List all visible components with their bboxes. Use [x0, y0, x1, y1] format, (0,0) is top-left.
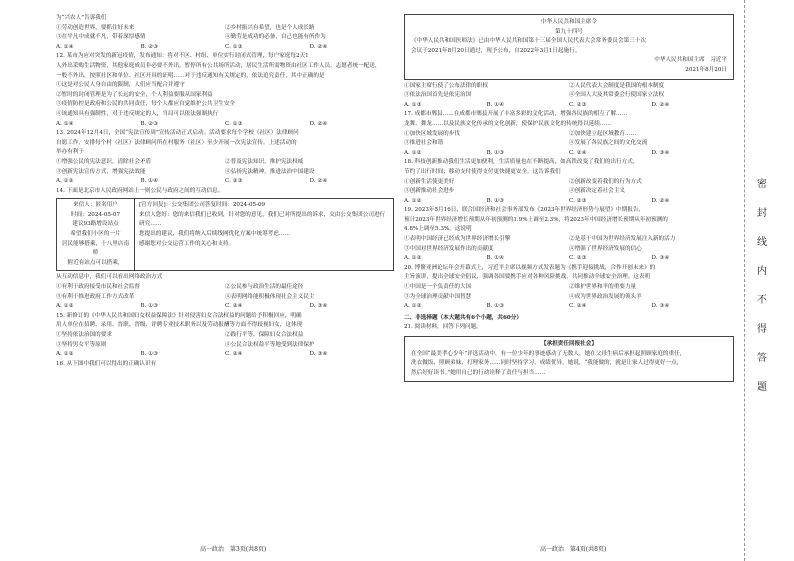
answer-row — [404, 197, 734, 207]
seal-line-notice — [752, 170, 772, 402]
answer-b: B. ①④ — [486, 101, 505, 108]
text-line: 一般不外出，按照社区和单位、社区开具的证明……对于违反通知有关规定的，依法追究责任，其中正确的是 — [56, 72, 325, 79]
answer-c: C. ①③ — [225, 120, 243, 127]
option: ①表明中国经济已经成为世界经济增长引擎 — [404, 236, 511, 243]
answer-c: C. ②④ — [225, 351, 243, 358]
notice-reply — [135, 199, 393, 270]
answer-d: D. ②④ — [309, 120, 328, 127]
answer-row — [56, 302, 394, 312]
option: ②公民参与政治生活的最佳途径 — [225, 284, 304, 291]
option: ④全国人大及其常委会行使国家立法权 — [569, 92, 665, 99]
answer-a: A. ①④ — [56, 120, 74, 127]
text-line: 来信人您好：您的来信我们已收到，针对您的意见，我们已对所提出的诉求，交由公交集团公司进行研究…… — [139, 211, 386, 228]
answer-b: B. ①③ — [486, 303, 505, 310]
answer-row — [56, 177, 394, 187]
answer-d: D. ②④ — [651, 101, 670, 108]
option: ④表明网络能积极体现社会主义民主 — [225, 293, 315, 300]
text-line: 人外出采购生活物资，其他家庭成员非必要不外出，暂停所有公共场所活动，居民生活所需物资由社区工作人员、志愿者统一配送， — [56, 62, 381, 69]
answer-a: A. ①② — [56, 351, 74, 358]
option: ①国家主席行使了公布法律的职权 — [404, 82, 488, 89]
text-line: 您提出的建议，我们将纳入后续线网优化方案中统筹考虑…… — [139, 231, 291, 238]
answer-c: C. ②③ — [569, 101, 587, 108]
order-title: 中华人民共和国主席令 — [541, 19, 597, 25]
text-line: 感谢您对公交运营工作的关心和支持。 — [139, 240, 235, 247]
option: ③创新宪法宣传方式，增强宪法效能 — [56, 168, 146, 175]
option-row — [56, 33, 394, 43]
answer-c: C. ①③ — [225, 43, 243, 50]
answer-c: C. ②③ — [569, 255, 587, 262]
answer-a: A. ①② — [404, 255, 422, 262]
left-page — [50, 0, 400, 561]
question-17: 17. 成都市郫县……在成都市郫县开展了丰富多彩的文化活动，增强各民族的相互了解…… — [404, 111, 628, 118]
order-number: 第九十四号 — [555, 28, 583, 35]
text-line: 《中华人民共和国医师法》已由中华人民共和国第十三届全国人民代表大会常务委员会第三十次 — [411, 38, 646, 45]
notice-user — [57, 199, 135, 270]
text-line: ④该通知具有强制性，对于违反规定的人，当局可以依法强制执行 — [56, 110, 219, 117]
interaction-notice — [56, 198, 394, 271]
option: ①有利于政府接受市民和社会监督 — [56, 284, 140, 291]
answer-a: A. ①② — [404, 149, 422, 156]
option: ④公民合法权益平等地受到法律保护 — [225, 341, 315, 348]
option: ③推进社会和谐 — [404, 140, 444, 147]
seal-char: 线 — [757, 237, 767, 248]
option-row — [56, 24, 394, 34]
answer-b: B. ②③ — [140, 120, 159, 127]
option-row — [404, 139, 734, 149]
option-row — [56, 293, 394, 303]
option: ④成为世界政治发展的领头羊 — [569, 293, 642, 300]
option: ③创新推动社会进步 — [404, 188, 455, 195]
answer-b: B. ①③ — [140, 303, 159, 310]
answer-row — [404, 101, 734, 111]
option: ③依法治国首先是依宪治国 — [404, 92, 472, 99]
option: ①中国是一个负责任的大国 — [404, 284, 472, 291]
question-14: 14. 下面是北京市人民政府网站上一则公民与政府之间的互动信息。 — [56, 187, 224, 194]
answer-c: C. ②③ — [225, 178, 243, 185]
answer-d: D. ③④ — [651, 303, 670, 310]
option: ①创新生活使更美好 — [404, 178, 455, 185]
text-line: 来信人：匿名用户 — [73, 202, 118, 209]
answer-d: D. ③④ — [309, 303, 328, 310]
text-line: 时间：2024-05-07 — [70, 211, 121, 218]
answer-a: A. ①② — [404, 197, 422, 204]
answer-row — [56, 350, 394, 360]
answer-a: A. ①④ — [56, 43, 74, 50]
text-line: ③疫情防控是政府和公民的共同责任，每个人都应自觉维护公共卫生安全 — [56, 101, 236, 108]
question-15: 15. 新修订的《中华人民共和国妇女权益保障法》针对侵害妇女合法权益的问题给予积极回应，明确 — [56, 312, 302, 319]
text-line: 4.8%上调至5.3%。这说明 — [404, 226, 472, 233]
section-title: 二、非选择题（本大题共有6个小题，共60分） — [404, 314, 522, 321]
option: ③在平凡中成就不凡，带着深厚感情 — [56, 34, 146, 41]
answer-row — [56, 43, 394, 53]
option: ②乡村振兴有希望，也是个人成长路 — [225, 24, 315, 31]
right-page — [398, 0, 740, 561]
option: ③有利于推进政府工作方式改革 — [56, 293, 135, 300]
answer-d: D. ②④ — [309, 43, 328, 50]
text-line: 用人单位在招聘、录用、晋职、晋级、评聘专业技术职务以及劳动报酬等方面不得歧视妇女，这体现 — [56, 322, 303, 329]
order-date: 2021年8月20日 — [685, 66, 727, 73]
answer-row — [404, 302, 734, 312]
text-line: 居民能够搭乘，十八里店南桥 — [61, 240, 130, 257]
option-row — [404, 91, 734, 101]
option-row — [404, 283, 734, 293]
answer-b: B. ①④ — [486, 255, 505, 262]
option-row — [56, 283, 394, 293]
answer-d: D. ③④ — [651, 255, 670, 262]
text-line: ①这是对公民人身自由的限制，人们应当配合并遵守 — [56, 82, 185, 89]
question-18: 18. 科技创新推动我们生活更加便利，生活质量也在不断提高，如高铁改变了我们的出行方式， — [404, 159, 639, 166]
option: ②人民代表大会制度是我国的根本制度 — [569, 82, 665, 89]
option: ②创新改变着我们的行为方式 — [569, 178, 642, 185]
option-row — [404, 293, 734, 303]
answer-b: B. ①③ — [140, 351, 159, 358]
text-line: 为“兴农人”告诉我们 — [56, 15, 107, 21]
text-line: 然后好好读书。”她用自己的行动诠释了责任与担当…… — [411, 369, 546, 376]
text-line: 龙舞、舞龙……以及民族文化传承的文化创新，使保护民族文化的传统得以延续…… — [404, 120, 611, 127]
option: ④增强了世界经济发展的信心 — [569, 245, 642, 252]
seal-char: 密 — [757, 179, 767, 190]
answer-row — [404, 254, 734, 264]
text-line: 节约了出行时间；移动支付使得支付更快捷更安全。这告诉我们 — [404, 168, 561, 175]
answer-c: C. ②③ — [569, 197, 587, 204]
seal-char: 得 — [757, 324, 767, 335]
question-16: 16. 从下图中我们可以得出的正确认识有 — [56, 360, 157, 367]
option-row — [404, 235, 734, 245]
option-row — [404, 187, 734, 197]
option: ①增强公民的宪法意识，清除社会矛盾 — [56, 158, 152, 165]
question-12: 12. 某市为应对突发的新冠疫情，发布通知：将对不区、村组、单位实行封闭式管理，每户家庭每2天1 — [56, 53, 309, 60]
option: ①加快区域发展的步伐 — [404, 130, 460, 137]
option-row — [404, 130, 734, 140]
page-footer-right: 高一政治 第4页(共8页) — [540, 546, 607, 553]
seal-char: 封 — [757, 208, 767, 219]
seal-char: 题 — [757, 382, 767, 393]
option: ③坚持男女平等原则 — [56, 341, 107, 348]
option-row — [56, 331, 394, 341]
answer-b: B. ①③ — [486, 149, 505, 156]
answer-c: C. ②④ — [569, 303, 587, 310]
answer-b: B. ①③ — [486, 197, 505, 204]
option: ②践行平等，保障妇女合法权益 — [225, 332, 304, 338]
text-line: ②暂时的封闭管理是为了长远的安全，个人利益要服从国家利益 — [56, 91, 213, 98]
question-20: 20. 博鳌亚洲论坛年会开幕式上，习近平主席以视频方式发表题为《携手迎接挑战，合作开创未来》的 — [404, 264, 656, 271]
text-line: 从互动信息中，我们可以看出网络政治方式 — [56, 274, 163, 281]
answer-d: D. ③④ — [309, 351, 328, 358]
option: ③中国对世界经济发展作出的贡献度 — [404, 245, 494, 252]
option: ④弘扬宪法精神，推进法治中国建设 — [225, 168, 315, 175]
order-signature: 中华人民共和国主席 习近平 — [654, 57, 727, 64]
answer-a: A. ①② — [56, 303, 74, 310]
option-row — [404, 178, 734, 188]
option: ①劳动创造世界，要抓住好未来 — [56, 24, 135, 31]
answer-row — [404, 149, 734, 159]
option: ②普及宪法知识，推护宪法权威 — [225, 158, 304, 165]
material-box — [404, 336, 734, 382]
text-line: 主旨演讲，提出全球安全倡议，强调各国要携手应对各种风险挑战，共同推动全球安全治理。这表明 — [404, 274, 651, 281]
option: ②加快建立起区域教育…… — [569, 130, 637, 137]
text-line: 举办有利于 — [56, 149, 84, 156]
question-21: 21. 阅读材料，回答下列问题。 — [404, 324, 482, 331]
page-footer-left: 高一政治 第3页(共8页) — [200, 546, 267, 553]
answer-b: B. ①④ — [140, 178, 159, 185]
option: ①坚持依法治国的要求 — [56, 332, 112, 338]
text-line: 附近有站点可以搭乘， — [67, 259, 124, 266]
option-row — [404, 82, 734, 92]
binding-line — [744, 0, 745, 561]
answer-c: C. ②④ — [569, 149, 587, 156]
material-title: 【承担责任回报社会】 — [541, 341, 597, 347]
option: ④创新决定着社会主义 — [569, 188, 625, 195]
text-line: 在全国“最美孝心少年”评选活动中，有一位少年的事迹感动了无数人，她在父母生病后承担起照顾家庭的重任， — [411, 350, 686, 357]
option: ②是基于中国为世界经济发展注入新的活力 — [569, 236, 676, 243]
answer-d: D. ②④ — [309, 178, 328, 185]
option: ②维护世界和平的重要力量 — [569, 284, 637, 291]
answer-row — [56, 120, 394, 130]
question-13: 13. 2024年12月4日，全国“宪法宣传周”宣传活动正式启动。活动要求每个学校（社区）法律顾问 — [56, 130, 299, 137]
answer-a: A. ①③ — [404, 101, 422, 108]
answer-d: D. ②④ — [651, 197, 670, 204]
seal-char: 答 — [757, 353, 767, 364]
presidential-order-box — [404, 14, 734, 80]
answer-b: B. ②③ — [140, 43, 159, 50]
text-line: 会议于2021年8月20日通过，现予公布，自2022年3月1日起施行。 — [411, 47, 581, 54]
reply-head: [官方回复]：公交集团公司答复时间：2024-05-09 — [139, 202, 266, 209]
option: ③为全球治理贡献中国智慧 — [404, 293, 472, 300]
answer-a: A. ①② — [404, 303, 422, 310]
option-row — [404, 245, 734, 255]
seal-char: 不 — [757, 295, 767, 306]
text-line: 建议93路增设站点 — [72, 221, 119, 228]
text-line: 预计2023年世界经济增长预期从年初预测的1.9%上调至2.3%，将2023年中国经济增长预期从年初预测的 — [404, 216, 668, 223]
answer-a: A. ①② — [56, 178, 74, 185]
option-row — [56, 168, 394, 178]
option-row — [56, 341, 394, 351]
option-row — [56, 158, 394, 168]
seal-char: 内 — [757, 266, 767, 277]
question-19: 19. 2023年5月16日，联合国经济和社会事务部发布《2023年世界经济形势与展望》中期报告， — [404, 207, 645, 214]
text-line: 希望我们小区的一片 — [70, 231, 121, 238]
answer-c: C. ②④ — [225, 303, 243, 310]
answer-d: D. ③④ — [651, 149, 670, 156]
option: ④勤劳是成功的必备，自己也能有所作为 — [225, 34, 326, 41]
text-line: 自愿工作，安排每个村（社区）法律顾问所在村服务（社区）至少开展一次宪法宣传。上述活动的 — [56, 139, 297, 146]
text-line: 洗衣做饭、照顾弟妹、打理家务……同时坚持学习，成绩优异。她说，“我能做的，就是让家人过得更好一点， — [411, 360, 683, 367]
option: ④发展了各民族之间的文化交流 — [569, 140, 648, 147]
